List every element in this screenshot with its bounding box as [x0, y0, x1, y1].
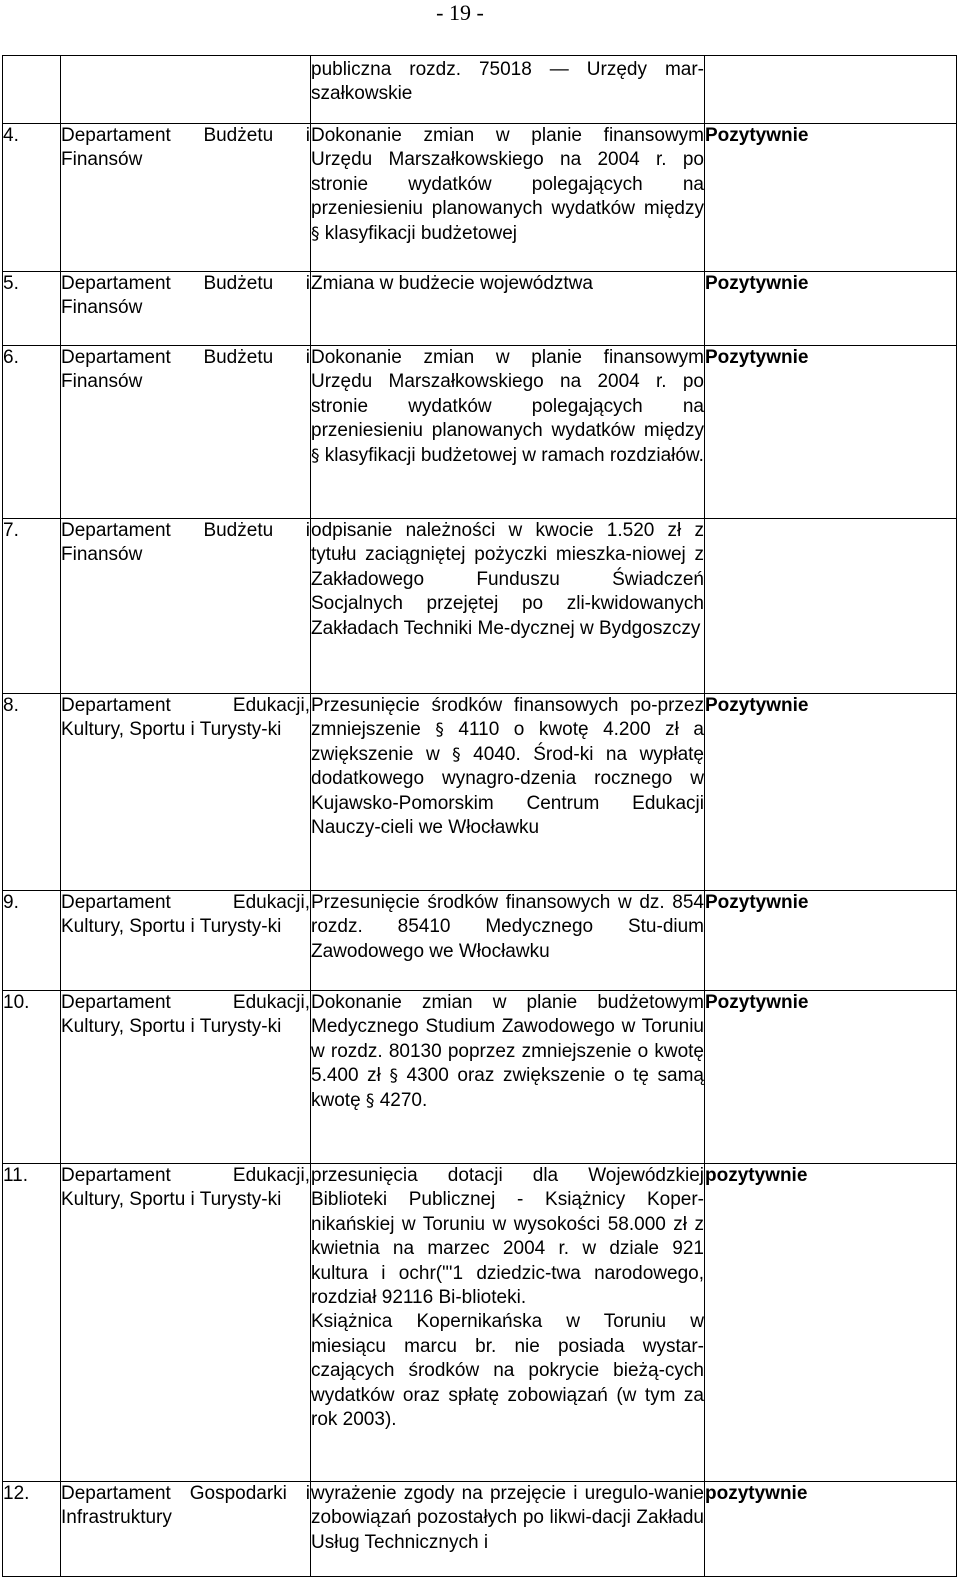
description-text: klasyfikacji budżetowej: [319, 222, 517, 244]
table-row: [3, 124, 957, 272]
description-cell: [311, 124, 705, 272]
description-cell: [311, 346, 705, 519]
opinion-cell: Pozytywnie: [705, 346, 957, 519]
row-number: 6.: [3, 346, 61, 519]
description-text: Książnica Kopernikańska w Toruniu w miesiącu marcu br. nie posiada wystar-czających środków na pokrycie bieżą-cych wydatków oraz spłatę zobowiązań (w tym za rok 2003).: [311, 1311, 704, 1431]
opinion-cell: [705, 56, 957, 124]
department-cell: Departament Edukacji, Kultury, Sportu i Turysty-ki: [61, 991, 311, 1164]
opinion-cell: Pozytywnie: [705, 272, 957, 346]
description-text: 4110 o kwotę 4.200 zł a zwiększenie w: [311, 719, 704, 765]
row-number: 9.: [3, 891, 61, 991]
description-cell: [311, 1164, 705, 1482]
opinion-cell: Pozytywnie: [705, 991, 957, 1164]
table-row: [3, 56, 957, 124]
description-cell: Przesunięcie środków finansowych w dz. 854 rozdz. 85410 Medycznego Stu-dium Zawodowego we Włocławku: [311, 891, 705, 991]
description-text: Przesunięcie środków finansowych po-przez zmniejszenie: [311, 695, 704, 741]
section-sign-icon: §: [311, 445, 320, 466]
department-cell: Departament Edukacji, Kultury, Sportu i Turysty-ki: [61, 1164, 311, 1482]
department-cell: Departament Budżetu i Finansów: [61, 519, 311, 694]
description-text: Dokonanie zmian w planie finansowym Urzędu Marszałkowskiego na 2004 r. po stronie wydatków polegających na przeniesieniu planowanych wydatków między: [311, 347, 704, 442]
description-cell: odpisanie należności w kwocie 1.520 zł z tytułu zaciągniętej pożyczki mieszka-niowej z Zakładowego Funduszu Świadczeń Socjalnych przejętej po zli-kwidowanych Zakładach Techniki Me-dycznej w Bydgoszczy: [311, 519, 705, 694]
description-cell: [311, 991, 705, 1164]
opinion-cell: [705, 519, 957, 694]
table-row: [3, 694, 957, 891]
opinion-cell: Pozytywnie: [705, 694, 957, 891]
row-number: 12.: [3, 1482, 61, 1577]
row-number: 10.: [3, 991, 61, 1164]
table-row: [3, 1482, 957, 1577]
description-text: przesunięcia dotacji dla Wojewódzkiej Biblioteki Publicznej - Książnicy Koper-nikańskiej w Toruniu w wysokości 58.000 zł z kwietnia na marzec 2004 r. w dziale 921 kultura i ochr("'1 dziedzic-twa narodowego, rozdział 92116 Bi-blioteki.: [311, 1165, 704, 1309]
description-text: 4270.: [374, 1089, 428, 1111]
resolutions-table: [2, 55, 957, 1577]
table-row: [3, 346, 957, 519]
department-cell: [61, 56, 311, 124]
table-row: [3, 891, 957, 991]
opinion-cell: Pozytywnie: [705, 891, 957, 991]
row-number: 11.: [3, 1164, 61, 1482]
table-row: [3, 991, 957, 1164]
description-cell: [311, 694, 705, 891]
department-cell: Departament Budżetu i Finansów: [61, 124, 311, 272]
department-cell: Departament Gospodarki i Infrastruktury: [61, 1482, 311, 1577]
row-number: 7.: [3, 519, 61, 694]
row-number: 5.: [3, 272, 61, 346]
department-cell: Departament Edukacji, Kultury, Sportu i Turysty-ki: [61, 694, 311, 891]
table-row: [3, 1164, 957, 1482]
description-cell: publiczna rozdz. 75018 — Urzędy mar-szałkowskie: [311, 56, 705, 124]
opinion-cell: pozytywnie: [705, 1482, 957, 1577]
opinion-cell: pozytywnie: [705, 1164, 957, 1482]
page-number: - 19 -: [436, 0, 484, 25]
section-sign-icon: §: [435, 720, 444, 741]
department-cell: Departament Budżetu i Finansów: [61, 346, 311, 519]
description-text: Dokonanie zmian w planie finansowym Urzędu Marszałkowskiego na 2004 r. po stronie wydatków polegających na przeniesieniu planowanych wydatków między: [311, 125, 704, 220]
section-sign-icon: §: [389, 1066, 398, 1087]
department-cell: Departament Budżetu i Finansów: [61, 272, 311, 346]
opinion-cell: Pozytywnie: [705, 124, 957, 272]
table-row: [3, 519, 957, 694]
section-sign-icon: §: [311, 223, 320, 244]
description-text: 4300 oraz zwiększenie o tę samą kwotę: [311, 1065, 704, 1111]
department-cell: Departament Edukacji, Kultury, Sportu i Turysty-ki: [61, 891, 311, 991]
section-sign-icon: §: [365, 1090, 375, 1111]
description-text: Dokonanie zmian w planie budżetowym Medycznego Studium Zawodowego w Toruniu w rozdz. 80130 poprzez zmniejszenie o kwotę 5.400 zł: [311, 992, 704, 1087]
section-sign-icon: §: [452, 744, 461, 765]
description-text: klasyfikacji budżetowej w ramach rozdziałów.: [319, 444, 704, 466]
row-number: 8.: [3, 694, 61, 891]
table-row: [3, 272, 957, 346]
description-cell: Zmiana w budżecie województwa: [311, 272, 705, 346]
row-number: [3, 56, 61, 124]
description-text: 4040. Środ-ki na wypłatę dodatkowego wynagro-dzenia rocznego w Kujawsko-Pomorskim Centrum Edukacji Nauczy-cieli we Włocławku: [311, 743, 704, 839]
description-cell: wyrażenie zgody na przejęcie i uregulo-wanie zobowiązań pozostałych po likwi-dacji Zakładu Usług Technicznych i: [311, 1482, 705, 1577]
row-number: 4.: [3, 124, 61, 272]
